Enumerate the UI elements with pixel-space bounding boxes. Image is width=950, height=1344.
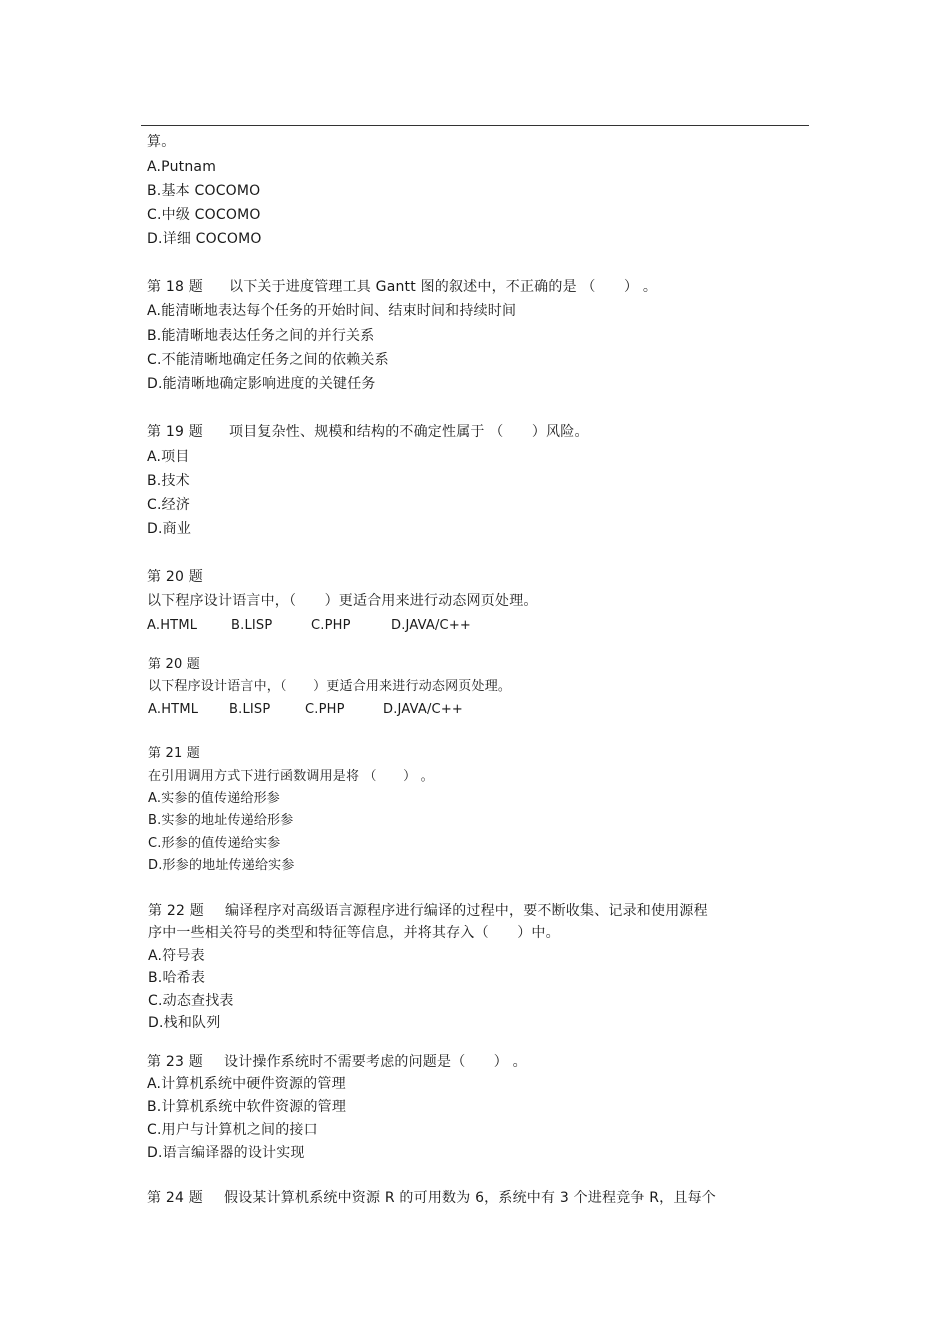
q22-header — [148, 902, 708, 920]
header-rule — [141, 125, 809, 126]
q20b-option-c: C.PHP — [305, 702, 345, 717]
q20a-option-c: C.PHP — [311, 618, 351, 633]
q23-option-c: C.用户与计算机之间的接口 — [147, 1122, 318, 1138]
q17-option-d: D.详细 COCOMO — [147, 231, 262, 247]
q23-number: 第 23 题 — [147, 1054, 203, 1070]
q19-option-d: D.商业 — [147, 521, 192, 537]
q22-number: 第 22 题 — [148, 903, 204, 919]
q18-header — [147, 278, 657, 296]
q24-header — [147, 1189, 716, 1207]
q20b-number: 第 20 题 — [148, 657, 201, 672]
q23-option-b: B.计算机系统中软件资源的管理 — [147, 1099, 347, 1115]
q23-stem: 设计操作系统时不需要考虑的问题是（ ） 。 — [224, 1054, 527, 1070]
q20b-options — [148, 701, 463, 719]
q22-option-a: A.符号表 — [148, 948, 205, 964]
q22-stem-line2: 序中一些相关符号的类型和特征等信息，并将其存入（ ）中。 — [148, 925, 560, 941]
q19-number: 第 19 题 — [147, 424, 203, 440]
q18-number: 第 18 题 — [147, 279, 203, 295]
q18-stem: 以下关于进度管理工具 Gantt 图的叙述中，不正确的是 （ ） 。 — [229, 279, 658, 295]
q21-option-b: B.实参的地址传递给形参 — [148, 813, 294, 828]
q20a-option-d: D.JAVA/C++ — [391, 618, 472, 633]
q22-option-b: B.哈希表 — [148, 970, 206, 986]
q19-stem: 项目复杂性、规模和结构的不确定性属于 （ ）风险。 — [229, 424, 589, 440]
q20b-stem: 以下程序设计语言中，（ ）更适合用来进行动态网页处理。 — [148, 679, 512, 694]
q21-option-c: C.形参的值传递给实参 — [148, 836, 281, 851]
q20a-option-b: B.LISP — [231, 618, 273, 633]
q20b-option-b: B.LISP — [229, 702, 271, 717]
q17-option-a: A.Putnam — [147, 159, 217, 175]
q19-header — [147, 423, 589, 441]
q23-option-a: A.计算机系统中硬件资源的管理 — [147, 1076, 346, 1092]
q19-option-a: A.项目 — [147, 449, 190, 465]
q23-header — [147, 1053, 527, 1071]
q18-option-d: D.能清晰地确定影响进度的关键任务 — [147, 376, 376, 392]
q19-option-b: B.技术 — [147, 473, 190, 489]
q22-option-d: D.栈和队列 — [148, 1015, 221, 1031]
q21-option-d: D.形参的地址传递给实参 — [148, 858, 295, 873]
q21-stem: 在引用调用方式下进行函数调用是将 （ ） 。 — [148, 769, 434, 784]
q22-stem-line1: 编译程序对高级语言源程序进行编译的过程中，要不断收集、记录和使用源程 — [225, 903, 708, 919]
q19-option-c: C.经济 — [147, 497, 191, 513]
q24-number: 第 24 题 — [147, 1190, 203, 1206]
q20a-number: 第 20 题 — [147, 569, 203, 585]
q24-stem: 假设某计算机系统中资源 R 的可用数为 6，系统中有 3 个进程竞争 R，且每个 — [224, 1190, 716, 1206]
q18-option-c: C.不能清晰地确定任务之间的依赖关系 — [147, 352, 389, 368]
q20a-stem: 以下程序设计语言中，（ ）更适合用来进行动态网页处理。 — [147, 593, 538, 609]
q20b-option-d: D.JAVA/C++ — [383, 702, 464, 717]
q21-number: 第 21 题 — [148, 746, 201, 761]
q23-option-d: D.语言编译器的设计实现 — [147, 1145, 305, 1161]
q18-option-a: A.能清晰地表达每个任务的开始时间、结束时间和持续时间 — [147, 303, 517, 319]
q20a-option-a: A.HTML — [147, 618, 198, 633]
q21-option-a: A.实参的值传递给形参 — [148, 791, 280, 806]
q17-stem-end: 算。 — [147, 134, 176, 150]
q17-option-b: B.基本 COCOMO — [147, 183, 261, 199]
q17-option-c: C.中级 COCOMO — [147, 207, 261, 223]
q20a-options — [147, 617, 471, 635]
q20b-option-a: A.HTML — [148, 702, 199, 717]
q22-option-c: C.动态查找表 — [148, 993, 234, 1009]
q18-option-b: B.能清晰地表达任务之间的并行关系 — [147, 328, 375, 344]
